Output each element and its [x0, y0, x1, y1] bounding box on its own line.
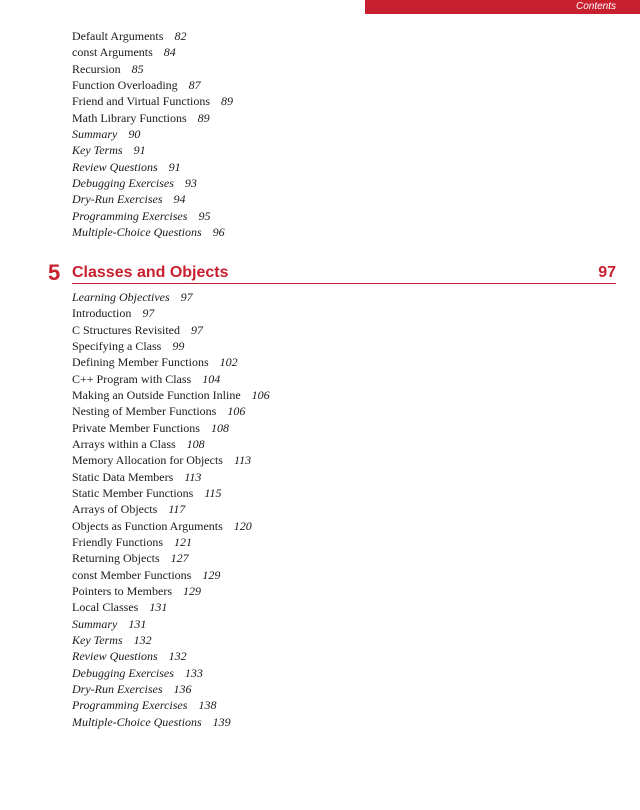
toc-entry-title — [72, 714, 231, 730]
toc-entry-page: 108 — [186, 436, 205, 451]
toc-entry-text: Defining Member Functions — [72, 355, 209, 370]
toc-entry-text: Local Classes — [72, 600, 139, 615]
toc-entry-page: 97 — [180, 290, 193, 304]
toc-entry-text: Arrays of Objects — [72, 502, 158, 517]
chapter-number: 5 — [48, 260, 61, 285]
toc-entry-page: 133 — [184, 665, 203, 680]
toc-entry-title — [72, 305, 154, 321]
toc-entry-title — [72, 648, 187, 664]
toc-entry-page: 95 — [198, 208, 211, 223]
toc-entry-text: Review Questions — [72, 159, 158, 174]
toc-entry-text: Nesting of Member Functions — [72, 404, 217, 419]
toc-entry-title — [72, 616, 146, 632]
toc-entry-title — [72, 632, 152, 648]
toc-entry-title — [72, 77, 201, 93]
toc-entry-page: 91 — [168, 159, 181, 174]
toc-entry-page: 120 — [233, 518, 252, 533]
chapter-rule — [72, 283, 616, 284]
toc-entry-text: Static Member Functions — [72, 485, 194, 500]
toc-entry-text: Friend and Virtual Functions — [72, 94, 211, 109]
toc-entry-page: 84 — [163, 45, 176, 60]
toc-entry-title — [72, 126, 140, 142]
toc-entry-text: Specifying a Class — [72, 338, 162, 353]
toc-entry-title — [72, 387, 270, 403]
toc-entry-text: const Member Functions — [72, 567, 192, 582]
toc-entry-page: 138 — [198, 698, 217, 713]
toc-entry-title — [72, 681, 192, 697]
toc-entry-page: 139 — [212, 714, 231, 729]
toc-entry-page: 108 — [210, 420, 229, 435]
toc-entry-text: Summary — [72, 126, 118, 141]
toc-entry-title — [72, 665, 203, 681]
toc-entry-page: 117 — [168, 502, 186, 517]
toc-entry-text: Debugging Exercises — [72, 175, 174, 190]
toc-entry-page: 136 — [173, 681, 192, 696]
toc-entry-page: 97 — [142, 306, 155, 321]
toc-entry-text: Dry-Run Exercises — [72, 192, 163, 207]
toc-entry-text: Static Data Members — [72, 469, 174, 484]
toc-entry-title — [72, 44, 176, 60]
toc-entry-text: C Structures Revisited — [72, 322, 180, 337]
running-header-label: Contents — [575, 1, 616, 12]
toc-entry-title — [72, 322, 203, 338]
toc-entry-title — [72, 28, 186, 44]
toc-entry-page: 115 — [204, 485, 222, 500]
toc-entry-page: 82 — [174, 29, 187, 43]
toc-entry-text: Introduction — [72, 306, 132, 321]
running-header-bar — [365, 0, 640, 14]
toc-entry-title — [72, 191, 186, 207]
toc-entry-page: 132 — [168, 649, 187, 664]
toc-entry-title — [72, 175, 197, 191]
toc-entry-title — [72, 403, 245, 419]
toc-entry-page: 102 — [219, 355, 238, 370]
toc-entry-text: Dry-Run Exercises — [72, 681, 163, 696]
toc-entry-title — [72, 420, 229, 436]
toc-entry-page: 113 — [233, 453, 252, 468]
toc-entry-page: 91 — [133, 143, 146, 158]
toc-entry-page: 97 — [191, 322, 203, 337]
toc-entry-title — [72, 224, 225, 240]
toc-entry-page: 93 — [184, 175, 197, 190]
toc-entry-title — [72, 142, 146, 158]
toc-entry-page: 89 — [221, 94, 234, 109]
toc-entry-text: Multiple-Choice Questions — [72, 224, 202, 239]
toc-entry-page: 106 — [227, 404, 246, 419]
toc-entry-text: Default Arguments — [72, 29, 164, 43]
toc-entry-text: Recursion — [72, 61, 121, 76]
toc-entry-title — [72, 338, 184, 354]
toc-entry-page: 96 — [212, 224, 225, 239]
toc-entry-text: Key Terms — [72, 143, 123, 158]
chapter-title: Classes and Objects — [72, 264, 229, 281]
toc-entry-page: 131 — [128, 616, 147, 631]
toc-entry-title — [72, 159, 181, 175]
toc-entry-text: Key Terms — [72, 632, 123, 647]
toc-entry-title — [72, 436, 205, 452]
toc-entry-text: Function Overloading — [72, 77, 178, 92]
toc-entry-text: Learning Objectives — [72, 290, 170, 304]
toc-entry-title — [72, 93, 233, 109]
toc-entry-page: 89 — [197, 110, 210, 125]
toc-entry-title — [72, 599, 167, 615]
toc-entry-page: 129 — [202, 567, 221, 582]
toc-entry-text: Math Library Functions — [72, 110, 187, 125]
toc-entry-title — [72, 550, 189, 566]
toc-entry-text: Arrays within a Class — [72, 436, 176, 451]
toc-entry-page: 87 — [188, 77, 201, 92]
toc-entry-page: 127 — [170, 551, 189, 566]
toc-entry-title — [72, 697, 216, 713]
toc-entry-title — [72, 452, 251, 468]
toc-entry-text: const Arguments — [72, 45, 153, 60]
toc-entry-text: Private Member Functions — [72, 420, 200, 435]
toc-entry-title — [72, 371, 220, 387]
toc-entry-title — [72, 501, 185, 517]
toc-entry-page: 113 — [184, 469, 202, 484]
toc-entry-page: 90 — [128, 126, 141, 141]
chapter-page: 97 — [598, 264, 616, 281]
toc-entry-page: 94 — [173, 192, 186, 207]
toc-entry-page: 132 — [133, 632, 152, 647]
toc-entry-title — [72, 534, 192, 550]
toc-entry-title — [72, 354, 238, 370]
toc-entry-page: 106 — [251, 387, 270, 402]
toc-entry-title — [72, 110, 210, 126]
toc-entry-page: 104 — [202, 371, 221, 386]
toc-entry-text: Multiple-Choice Questions — [72, 714, 202, 729]
toc-entry-text: Memory Allocation for Objects — [72, 453, 223, 468]
toc-entry-title — [72, 61, 144, 77]
toc-entry-text: Debugging Exercises — [72, 665, 174, 680]
toc-entry-text: Making an Outside Function Inline — [72, 387, 241, 402]
toc-entry-page: 121 — [174, 534, 193, 549]
toc-entry-text: Review Questions — [72, 649, 158, 664]
toc-entry-page: 129 — [183, 583, 201, 598]
toc-entry-title — [72, 208, 210, 224]
chapter-5-heading — [0, 262, 640, 284]
toc-entry-text: Objects as Function Arguments — [72, 518, 223, 533]
toc-entry-page: 85 — [131, 61, 144, 76]
toc-entry-title — [72, 289, 193, 305]
toc-entry-page: 99 — [172, 338, 185, 353]
toc-entry-text: Programming Exercises — [72, 208, 188, 223]
toc-entry-text: Returning Objects — [72, 551, 160, 566]
toc-entry-text: C++ Program with Class — [72, 371, 192, 386]
toc-entry-page: 131 — [149, 600, 168, 615]
toc-entry-text: Programming Exercises — [72, 698, 188, 713]
toc-entry-text: Pointers to Members — [72, 583, 172, 598]
toc-entry-text: Summary — [72, 616, 118, 631]
toc-entry-title — [72, 469, 201, 485]
toc-entry-title — [72, 485, 221, 501]
toc-entry-title — [72, 567, 220, 583]
toc-entry-title — [72, 583, 201, 599]
toc-entry-text: Friendly Functions — [72, 534, 164, 549]
toc-entry-title — [72, 518, 252, 534]
